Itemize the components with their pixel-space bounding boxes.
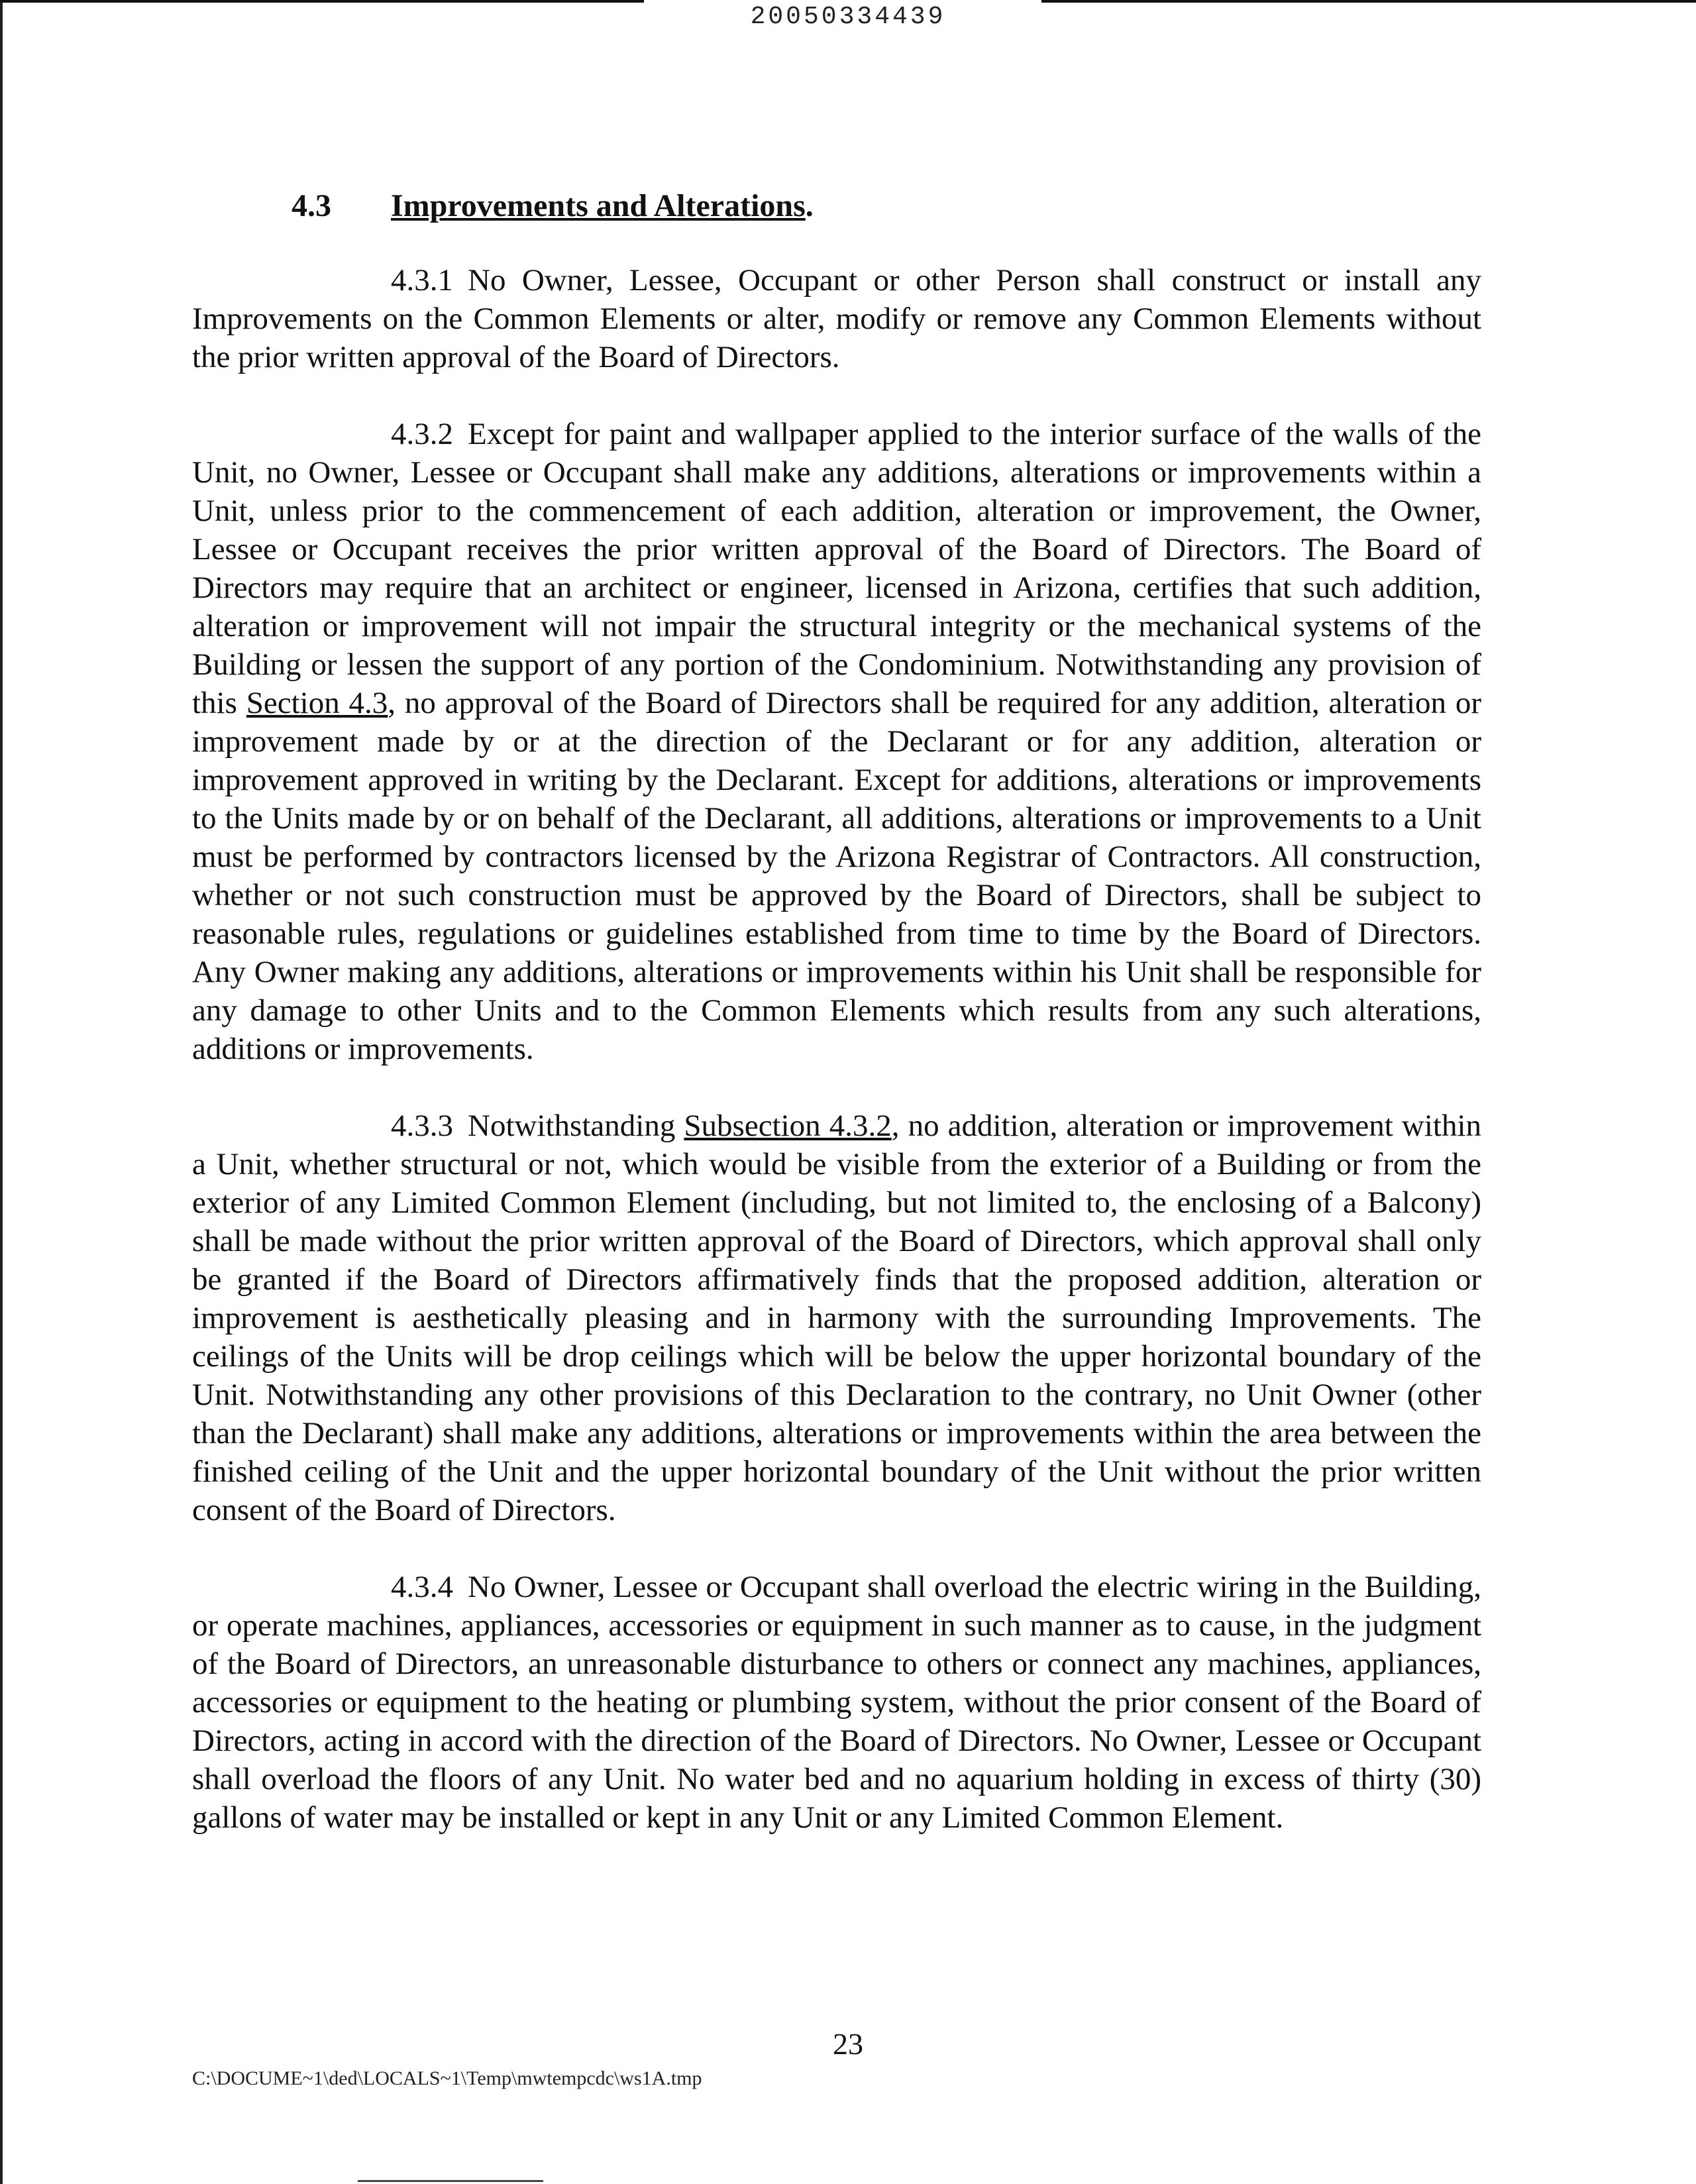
paragraph-text: No Owner, Lessee, Occupant or other Person shall construct or install any Improvements on the Common Elements or alter, modify or remove any Common Elements without the prior written approval of the Board of Directors. [192, 263, 1481, 374]
paragraph-4-3-4 [192, 1568, 1481, 1837]
paragraph-number: 4.3.4 [391, 1570, 453, 1604]
section-title-period: . [805, 188, 814, 223]
paragraph-number: 4.3.3 [391, 1109, 453, 1143]
paragraph-text-part-b: , no addition, alteration or improvement within a Unit, whether structural or not, which would be visible from the exterior of a Building or from the exterior of any Limited Common Element (including, but not limited to, the enclosing of a Balcony) shall be made without the prior written approval of the Board of Directors, which approval shall only be granted if the Board of Directors affirmatively finds that the proposed addition, alteration or improvement is aesthetically pleasing and in harmony with the surrounding Improvements. The ceilings of the Units will be drop ceilings which will be below the upper horizontal boundary of the Unit. Notwithstanding any other provisions of this Declaration to the contrary, no Unit Owner (other than the Declarant) shall make any additions, alterations or improvements within the area between the finished ceiling of the Unit and the upper horizontal boundary of the Unit without the prior written consent of the Board of Directors. [192, 1109, 1482, 1527]
paragraph-text: No Owner, Lessee or Occupant shall overload the electric wiring in the Building, or operate machines, appliances, accessories or equipment in such manner as to cause, in the judgment of the Board of Directors, an unreasonable disturbance to others or connect any machines, appliances, accessories or equipment to the heating or plumbing system, without the prior consent of the Board of Directors, acting in accord with the direction of the Board of Directors. No Owner, Lessee or Occupant shall overload the floors of any Unit. No water bed and no aquarium holding in excess of thirty (30) gallons of water may be installed or kept in any Unit or any Limited Common Element. [192, 1570, 1481, 1835]
paragraph-text-part-a: Notwithstanding [468, 1109, 676, 1143]
paragraph-4-3-1 [192, 261, 1481, 376]
section-number: 4.3 [292, 188, 331, 223]
cross-reference-section-4-3: Section 4.3 [246, 686, 388, 720]
section-title: Improvements and Alterations [391, 188, 806, 223]
paragraph-number: 4.3.2 [391, 417, 453, 451]
paragraph-text-part-b: , no approval of the Board of Directors shall be required for any addition, alteration or improvement made by or at the direction of the Declarant or for any addition, alteration or improvement approved in writing by the Declarant. Except for additions, alterations or improvements to the Units made by or on behalf of the Declarant, all additions, alterations or improvements to a Unit must be performed by contractors licensed by the Arizona Registrar of Contractors. All construction, whether or not such construction must be approved by the Board of Directors, shall be subject to reasonable rules, regulations or guidelines established from time to time by the Board of Directors. Any Owner making any additions, alterations or improvements within his Unit shall be responsible for any damage to other Units and to the Common Elements which results from any such alterations, additions or improvements. [192, 686, 1481, 1066]
scan-left-edge [0, 0, 3, 2184]
page-body [192, 187, 1481, 1875]
paragraph-text-part-a: Except for paint and wallpaper applied to the interior surface of the walls of the Unit, no Owner, Lessee or Occupant shall make any additions, alterations or improvements within a Unit, unless prior to the commencement of each addition, alteration or improvement, the Owner, Lessee or Occupant receives the prior written approval of the Board of Directors. The Board of Directors may require that an architect or engineer, licensed in Arizona, certifies that such addition, alteration or improvement will not impair the structural integrity or the mechanical systems of the Building or lessen the support of any portion of the Condominium. Notwithstanding any provision of this [192, 417, 1481, 720]
paragraph-number: 4.3.1 [391, 263, 453, 298]
file-path: C:\DOCUME~1\ded\LOCALS~1\Temp\mwtempcdc\ws1A.tmp [192, 2067, 702, 2089]
paragraph-4-3-3 [192, 1107, 1481, 1529]
page-number: 23 [833, 2027, 863, 2061]
cross-reference-subsection-4-3-2: Subsection 4.3.2 [684, 1109, 892, 1143]
section-heading [292, 187, 1481, 225]
paragraph-4-3-2 [192, 415, 1481, 1068]
bottom-rule [358, 2180, 543, 2182]
document-number: 20050334439 [750, 3, 946, 31]
